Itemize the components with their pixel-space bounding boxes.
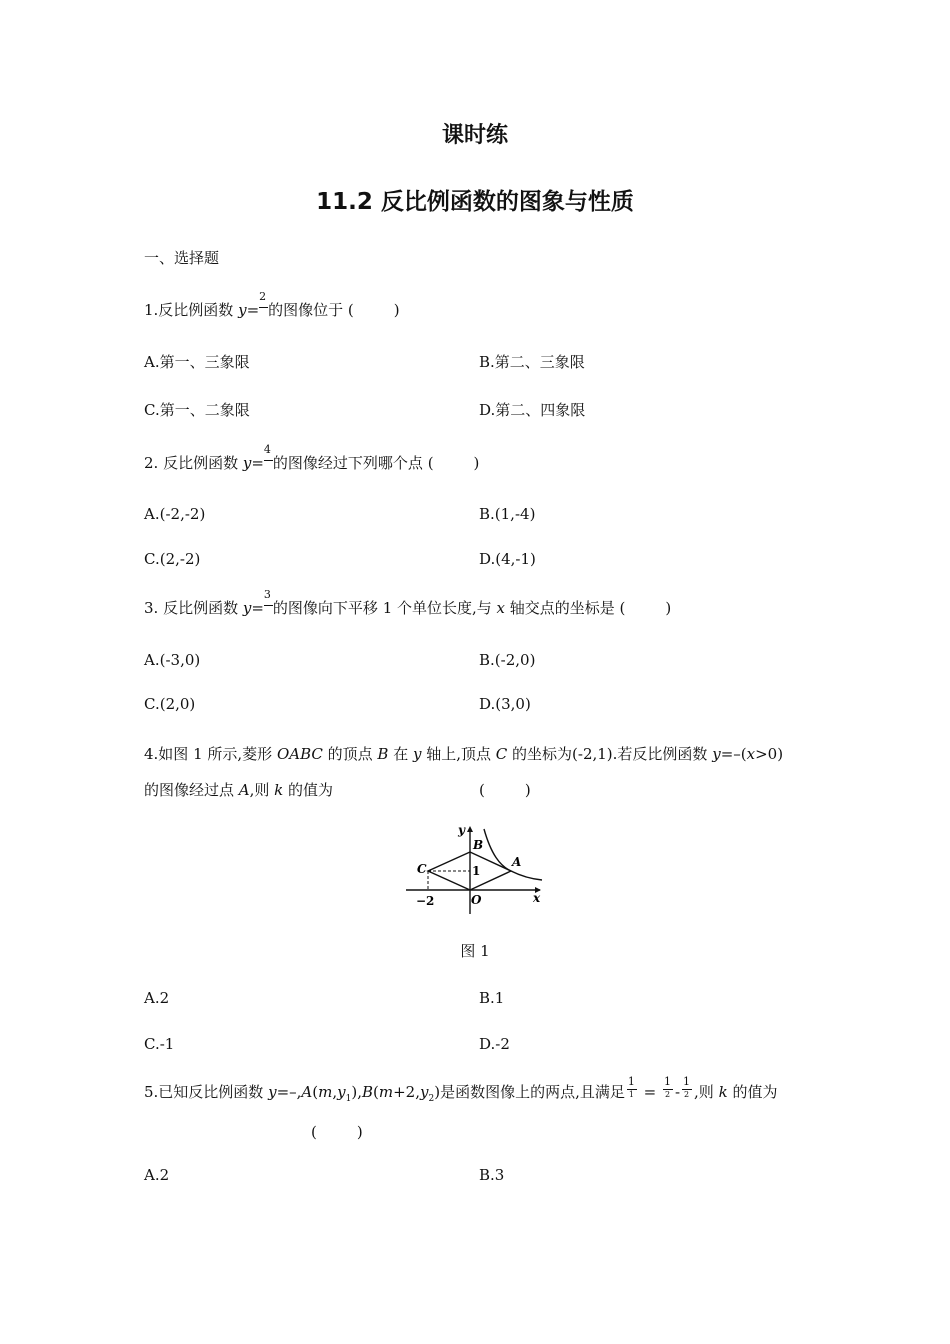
q4-var-oabc: OABC [276,745,323,763]
q3-fraction [263,588,273,613]
q2-option-a: A.(-2,-2) [144,505,206,523]
q5-var-k: k [718,1083,728,1101]
q4-text-c: 在 [388,745,413,763]
q5-sub-1: 1 [345,1094,352,1104]
q3-var-y: y [242,599,252,617]
q4-var-a: A [238,781,250,799]
page-title: 课时练 [441,123,508,148]
q2-option-c: C.(2,-2) [144,550,201,568]
q4-option-a: A.2 [144,989,170,1007]
q1-option-b: B.第二、三象限 [479,353,585,371]
label-c: C [417,862,427,876]
q5-option-a: A.2 [144,1166,170,1184]
label-a: A [512,855,522,869]
q4-var-y: y [412,745,422,763]
q1-option-a: A.第一、三象限 [144,353,250,371]
figure-1-caption: 图 1 [460,942,490,960]
q4-var-y2: y [712,745,721,763]
section-heading: 一、选择题 [144,249,220,267]
q5-answer-paren [311,1122,363,1142]
q4-var-x: x [746,745,756,763]
q4-text-d: 轴上,顶点 [421,745,496,763]
q4-text-b: 的顶点 [322,745,378,763]
q5-var-m2: m [378,1083,394,1101]
q5-paren-open: ( [311,1123,317,1141]
q3-text: 的图像向下平移 1 个单位长度,与 [272,599,497,617]
q5-text-c: ( [312,1083,319,1101]
q5-fraction-1 [627,1075,637,1099]
label-y-axis: y [458,823,465,837]
label-neg-two: −2 [416,894,435,908]
question-5-line-1 [144,1075,778,1109]
q4-text-j: 的值为 [283,781,334,799]
q5-var-b: B [361,1083,374,1101]
label-o: O [471,893,482,907]
q4-option-b: B.1 [479,989,505,1007]
q4-paren-open: ( [479,781,485,799]
q4-text-f: =–( [720,745,747,763]
question-2 [144,443,480,473]
question-4-line-2 [144,780,333,800]
page-subtitle: 11.2 反比例函数的图象与性质 [316,189,634,215]
q4-answer-paren [479,780,531,800]
q5-text-a: 5.已知反比例函数 [144,1083,269,1101]
q5-var-y: y [268,1083,277,1101]
question-1 [144,290,400,320]
q5-text-h: ,则 [694,1083,719,1101]
q2-close: ) [473,454,480,472]
q5-paren-close: ) [356,1123,363,1141]
figure-1-rhombus-graph [400,818,550,918]
q4-text-a: 4.如图 1 所示,菱形 [144,745,277,763]
q5-var-a: A [301,1083,313,1101]
q2-option-b: B.(1,-4) [479,505,536,523]
q2-frac-num: 4 [263,443,271,456]
q5-var-m: m [318,1083,333,1101]
q5-comma: , [332,1083,338,1101]
label-b: B [473,838,484,852]
q1-frac-bar [259,307,268,308]
q5-text-d: ), [351,1083,362,1101]
q4-paren-close: ) [524,781,531,799]
q5-frac1-num: 1 [627,1075,635,1088]
q1-eq: = [246,301,260,319]
q5-fraction-3 [682,1075,692,1099]
q2-frac-bar [264,460,273,461]
q5-frac1-den: 1 [628,1090,634,1099]
q3-eq: = [251,599,264,617]
q4-option-c: C.-1 [144,1035,175,1053]
question-3 [144,588,672,618]
q3-prefix: 3. 反比例函数 [144,599,243,617]
q3-option-a: A.(-3,0) [144,651,201,669]
q4-var-b: B [377,745,389,763]
q5-option-b: B.3 [479,1166,505,1184]
q1-option-d: D.第二、四象限 [479,401,586,419]
q5-text-f: +2, [393,1083,420,1101]
q3-frac-bar [264,605,273,606]
label-x-axis: x [533,891,541,905]
q5-frac2-den: 2 [664,1090,671,1099]
q5-var-y1: y [337,1083,346,1101]
q2-prefix: 2. 反比例函数 [144,454,243,472]
q2-text: 的图像经过下列哪个点 ( [272,454,434,472]
q5-text-i: 的值为 [727,1083,778,1101]
q1-prefix: 1.反比例函数 [144,301,239,319]
q3-option-d: D.(3,0) [479,695,531,713]
q1-var-y: y [238,301,247,319]
q2-fraction [263,443,273,468]
q3-option-b: B.(-2,0) [479,651,536,669]
q5-sub-2: 2 [428,1094,435,1104]
q4-text-i: ,则 [249,781,275,799]
q1-option-c: C.第一、二象限 [144,401,250,419]
q4-option-d: D.-2 [479,1035,510,1053]
q4-text-e: 的坐标为(-2,1).若反比例函数 [507,745,713,763]
q1-close: ) [393,301,400,319]
q3-text-2: 轴交点的坐标是 ( [505,599,626,617]
label-one: 1 [472,864,481,878]
q5-eq: = [638,1083,661,1101]
q1-text: 的图像位于 ( [268,301,354,319]
q4-var-k: k [274,781,284,799]
question-4-line-1 [144,744,783,764]
q5-frac3-den: 2 [684,1090,690,1099]
q4-text-h: 的图像经过点 [144,781,239,799]
q1-frac-num: 2 [259,290,267,303]
q5-text-g: )是函数图像上的两点,且满足 [434,1083,625,1101]
q5-frac2-num: 1 [663,1075,671,1088]
q5-fraction-2 [663,1075,673,1099]
q5-minus: - [674,1083,681,1101]
q3-close: ) [665,599,672,617]
q3-frac-num: 3 [263,588,271,601]
q2-eq: = [251,454,264,472]
q5-text-b: =–, [276,1083,302,1101]
q3-var-x: x [496,599,506,617]
q5-frac3-num: 1 [683,1075,691,1088]
q4-var-c: C [495,745,508,763]
q4-text-g: >0) [755,745,784,763]
q3-option-c: C.(2,0) [144,695,196,713]
q2-var-y: y [242,454,252,472]
q5-text-e: ( [373,1083,379,1101]
q2-option-d: D.(4,-1) [479,550,536,568]
q1-fraction [259,290,268,315]
q5-var-y2: y [420,1083,429,1101]
y-axis-arrow [467,826,473,832]
